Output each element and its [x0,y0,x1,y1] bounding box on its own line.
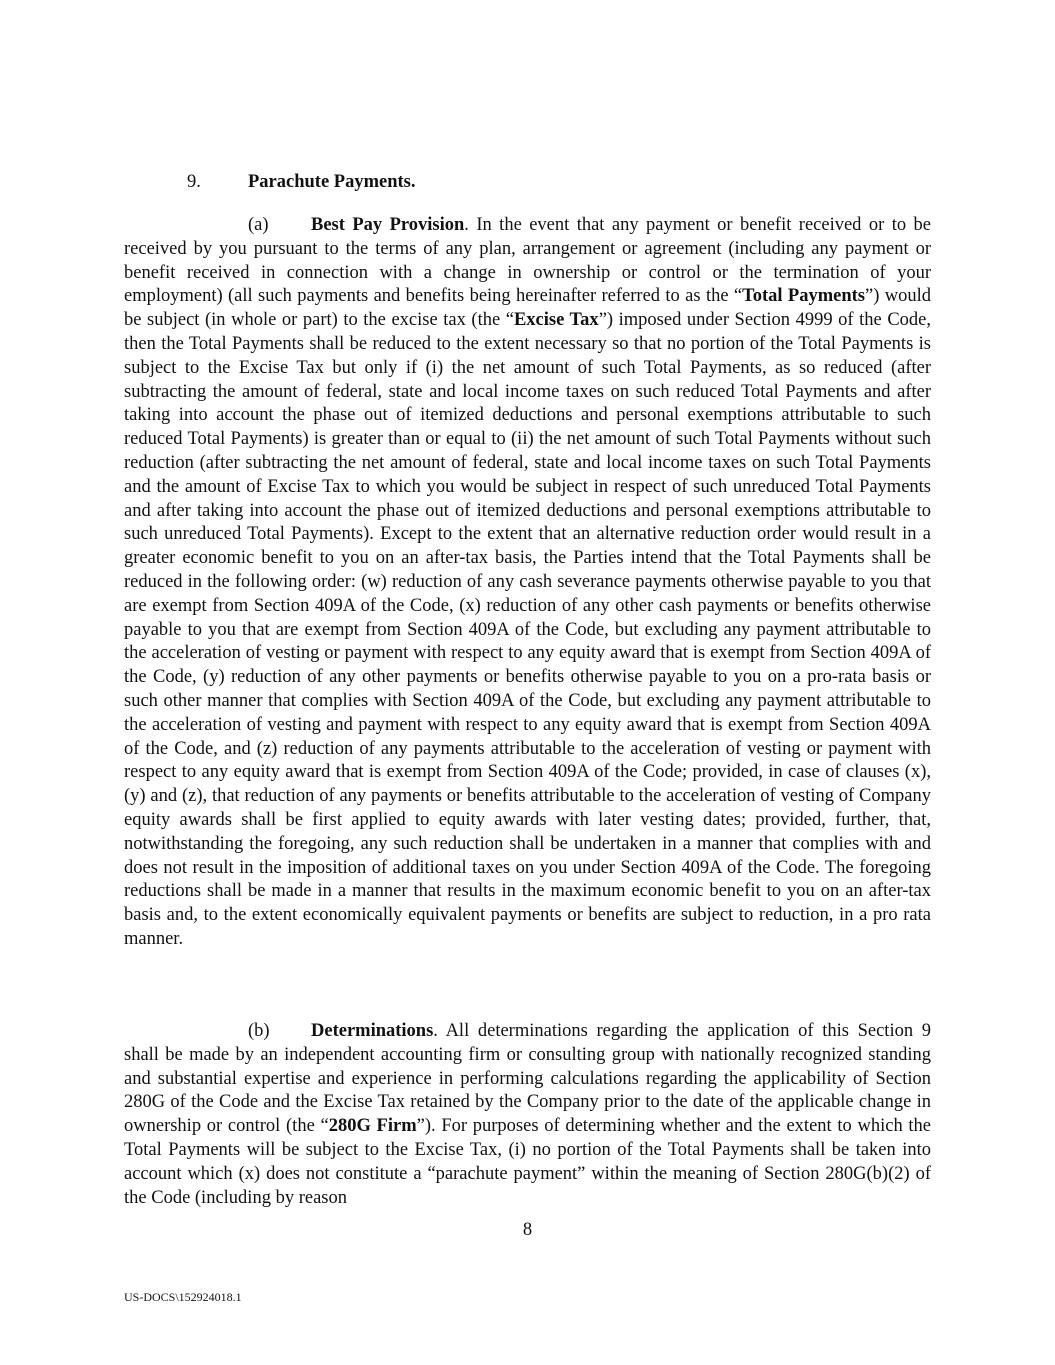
paragraph-a-text-3: ”) imposed under Section 4999 of the Code, then the Total Payments shall be reduced to the extent necessary so that no portion of the Total Payments is subject to the Excise Tax but only if (i) the net amount of such Total Payments, as so reduced (after subtracting the amount of federal, state and local income taxes on such reduced Total Payments and after taking into account the phase out of itemized deductions and personal exemptions attributable to such reduced Total Payments) is greater than or equal to (ii) the net amount of such Total Payments without such reduction (after subtracting the net amount of federal, state and local income taxes on such Total Payments and the amount of Excise Tax to which you would be subject in respect of such unreduced Total Payments and after taking into account the phase out of itemized deductions and personal exemptions attributable to such unreduced Total Payments). Except to the extent that an alternative reduction order would result in a greater economic benefit to you on an after-tax basis, the Parties intend that the Total Payments shall be reduced in the following order: (w) reduction of any cash severance payments otherwise payable to you that are exempt from Section 409A of the Code, (x) reduction of any other cash payments or benefits otherwise payable to you that are exempt from Section 409A of the Code, but excluding any payment attributable to the acceleration of vesting or payment with respect to any equity award that is exempt from Section 409A of the Code, (y) reduction of any other payments or benefits otherwise payable to you on a pro-rata basis or such other manner that complies with Section 409A of the Code, but excluding any payment attributable to the acceleration of vesting and payment with respect to any equity award that is exempt from Section 409A of the Code, and (z) reduction of any payments attributable to the acceleration of vesting or payment with respect to any equity award that is exempt from Section 409A of the Code; provided, in case of clauses (x), (y) and (z), that reduction of any payments or benefits attributable to the acceleration of vesting of Company equity awards shall be first applied to equity awards with later vesting dates; provided, further, that, notwithstanding the foregoing, any such reduction shall be undertaken in a manner that complies with and does not result in the imposition of additional taxes on you under Section 409A of the Code. The foregoing reductions shall be made in a manner that results in the maximum economic benefit to you on an after-tax basis and, to the extent economically equivalent payments or benefits are subject to reduction, in a pro rata manner. [124,310,931,949]
paragraph-b-label: (b) [248,1021,270,1041]
paragraph-best-pay-provision [124,214,931,952]
paragraph-a-text-2: ”) would be subject (in whole or part) to the excise tax (the “ [124,286,932,331]
page-number: 8 [522,1220,533,1240]
document-id: US-DOCS\152924018.1 [124,1290,242,1304]
section-number: 9. [187,172,201,192]
paragraph-b-heading-punct: . [433,1021,438,1041]
paragraph-b-heading: Determinations [311,1021,434,1041]
defined-term-excise-tax: Excise Tax [513,310,599,331]
defined-term-total-payments: Total Payments [742,286,866,307]
paragraph-a-label: (a) [248,215,269,235]
section-title: Parachute Payments. [248,172,416,192]
paragraph-b-text-1: All determinations regarding the application of this Section 9 shall be made by an independent accounting firm or consulting group with nationally recognized standing and substantial expertise and experience in performing calculations regarding the applicability of Section 280G of the Code and the Excise Tax retained by the Company prior to the date of the applicable change in ownership or control (the “ [124,1021,931,1137]
paragraph-a-text-1: In the event that any payment or benefit received or to be received by you pursuant to the terms of any plan, arrangement or agreement (including any payment or benefit received in connection with a change in ownership or control or the termination of your employment) (all such payments and benefits being hereinafter referred to as the “ [124,215,931,307]
paragraph-determinations [124,1020,931,1210]
section-heading [187,170,416,194]
defined-term-280g-firm: 280G Firm [328,1116,417,1137]
paragraph-a-heading: Best Pay Provision [311,215,465,235]
paragraph-b-text-2: ”). For purposes of determining whether and the extent to which the Total Payments will be subject to the Excise Tax, (i) no portion of the Total Payments shall be taken into account which (x) does not constitute a “parachute payment” within the meaning of Section 280G(b)(2) of the Code (including by reason [124,1116,932,1208]
paragraph-a-heading-punct: . [464,215,469,235]
